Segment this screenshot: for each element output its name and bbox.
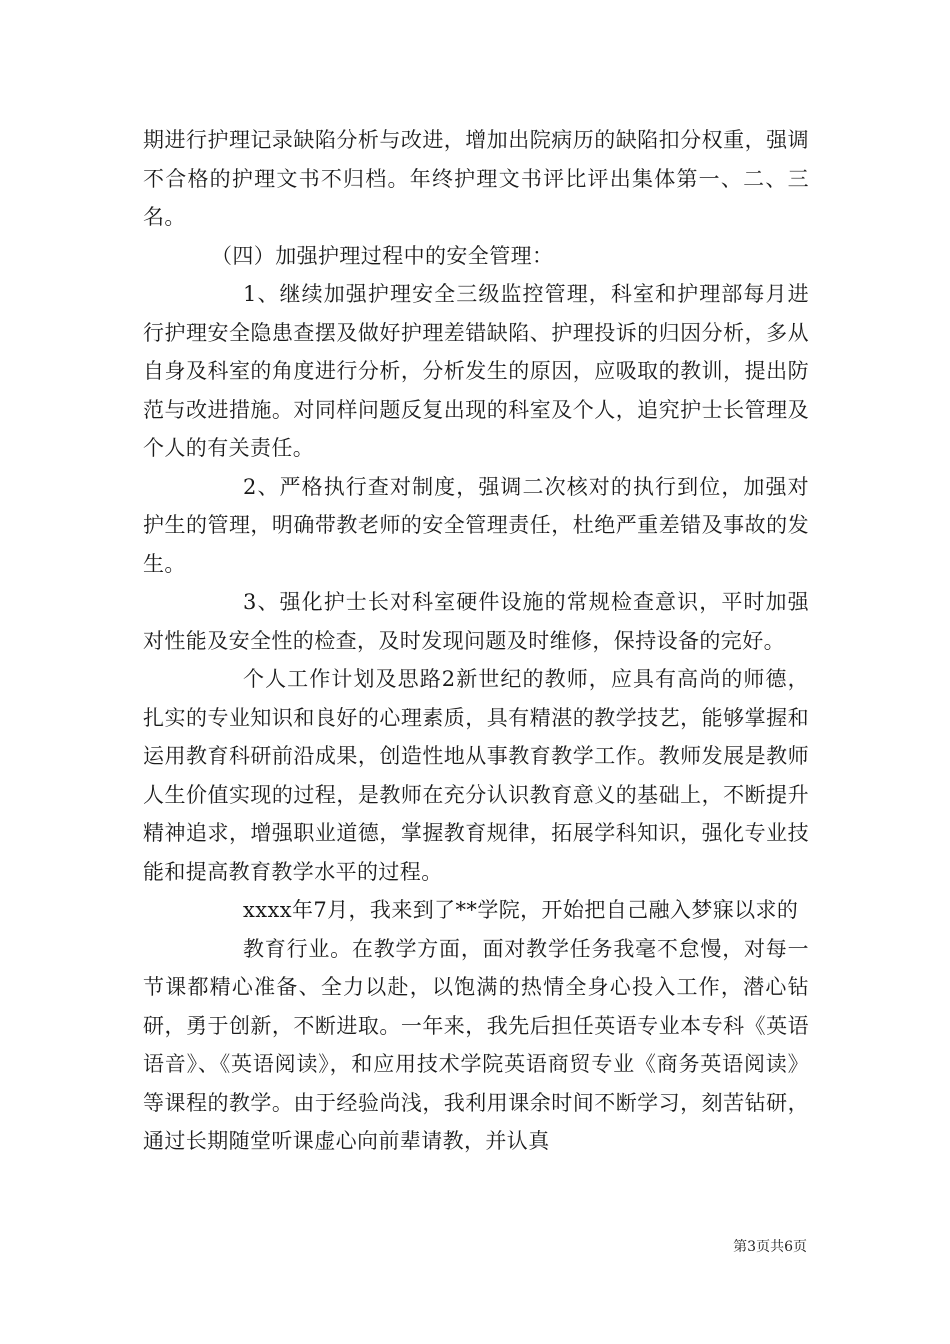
section-heading: （四）加强护理过程中的安全管理： (211, 243, 554, 268)
page-number: 第3页共6页 (733, 1239, 807, 1255)
paragraph-teaching: 教育行业。在教学方面，面对教学任务我毫不怠慢，对每一节课都精心准备、全力以赴，以饱满的热情全身心投入工作，潜心钻研，勇于创新，不断进取。一年来，我先后担任英语专业本专科《英语语音》、《英语阅读》，和应用技术学院英语商贸专业《商务英语阅读》等课程的教学。由于经验尚浅，我利用课余时间不断学习，刻苦钻研，通过长期随堂听课虚心向前辈请教，并认真 (143, 936, 809, 1153)
paragraph-item-1: 1、继续加强护理安全三级监控管理，科室和护理部每月进行护理安全隐患查摆及做好护理差错缺陷、护理投诉的归因分析，多从自身及科室的角度进行分析，分析发生的原因，应吸取的教训，提出防范与改进措施。对同样问题反复出现的科室及个人，追究护士长管理及个人的有关责任。 (143, 282, 809, 460)
paragraph-teacher-plan: 个人工作计划及思路2新世纪的教师，应具有高尚的师德，扎实的专业知识和良好的心理素质，具有精湛的教学技艺，能够掌握和运用教育科研前沿成果，创造性地从事教育教学工作。教师发展是教师人生价值实现的过程，是教师在充分认识教育意义的基础上，不断提升精神追求，增强职业道德，掌握教育规律，拓展学科知识，强化专业技能和提高教育教学水平的过程。 (143, 667, 809, 884)
paragraph-intro: xxxx年7月，我来到了**学院，开始把自己融入梦寐以求的 (243, 898, 799, 922)
paragraph-item-3: 3、强化护士长对科室硬件设施的常规检查意识，平时加强对性能及安全性的检查，及时发现问题及时维修，保持设备的完好。 (143, 590, 809, 653)
paragraph-item-2: 2、严格执行查对制度，强调二次核对的执行到位，加强对护生的管理，明确带教老师的安全管理责任，杜绝严重差错及事故的发生。 (143, 474, 809, 576)
paragraph-continuation: 期进行护理记录缺陷分析与改进，增加出院病历的缺陷扣分权重，强调不合格的护理文书不归档。年终护理文书评比评出集体第一、二、三名。 (143, 128, 809, 229)
body-text (143, 121, 809, 1161)
